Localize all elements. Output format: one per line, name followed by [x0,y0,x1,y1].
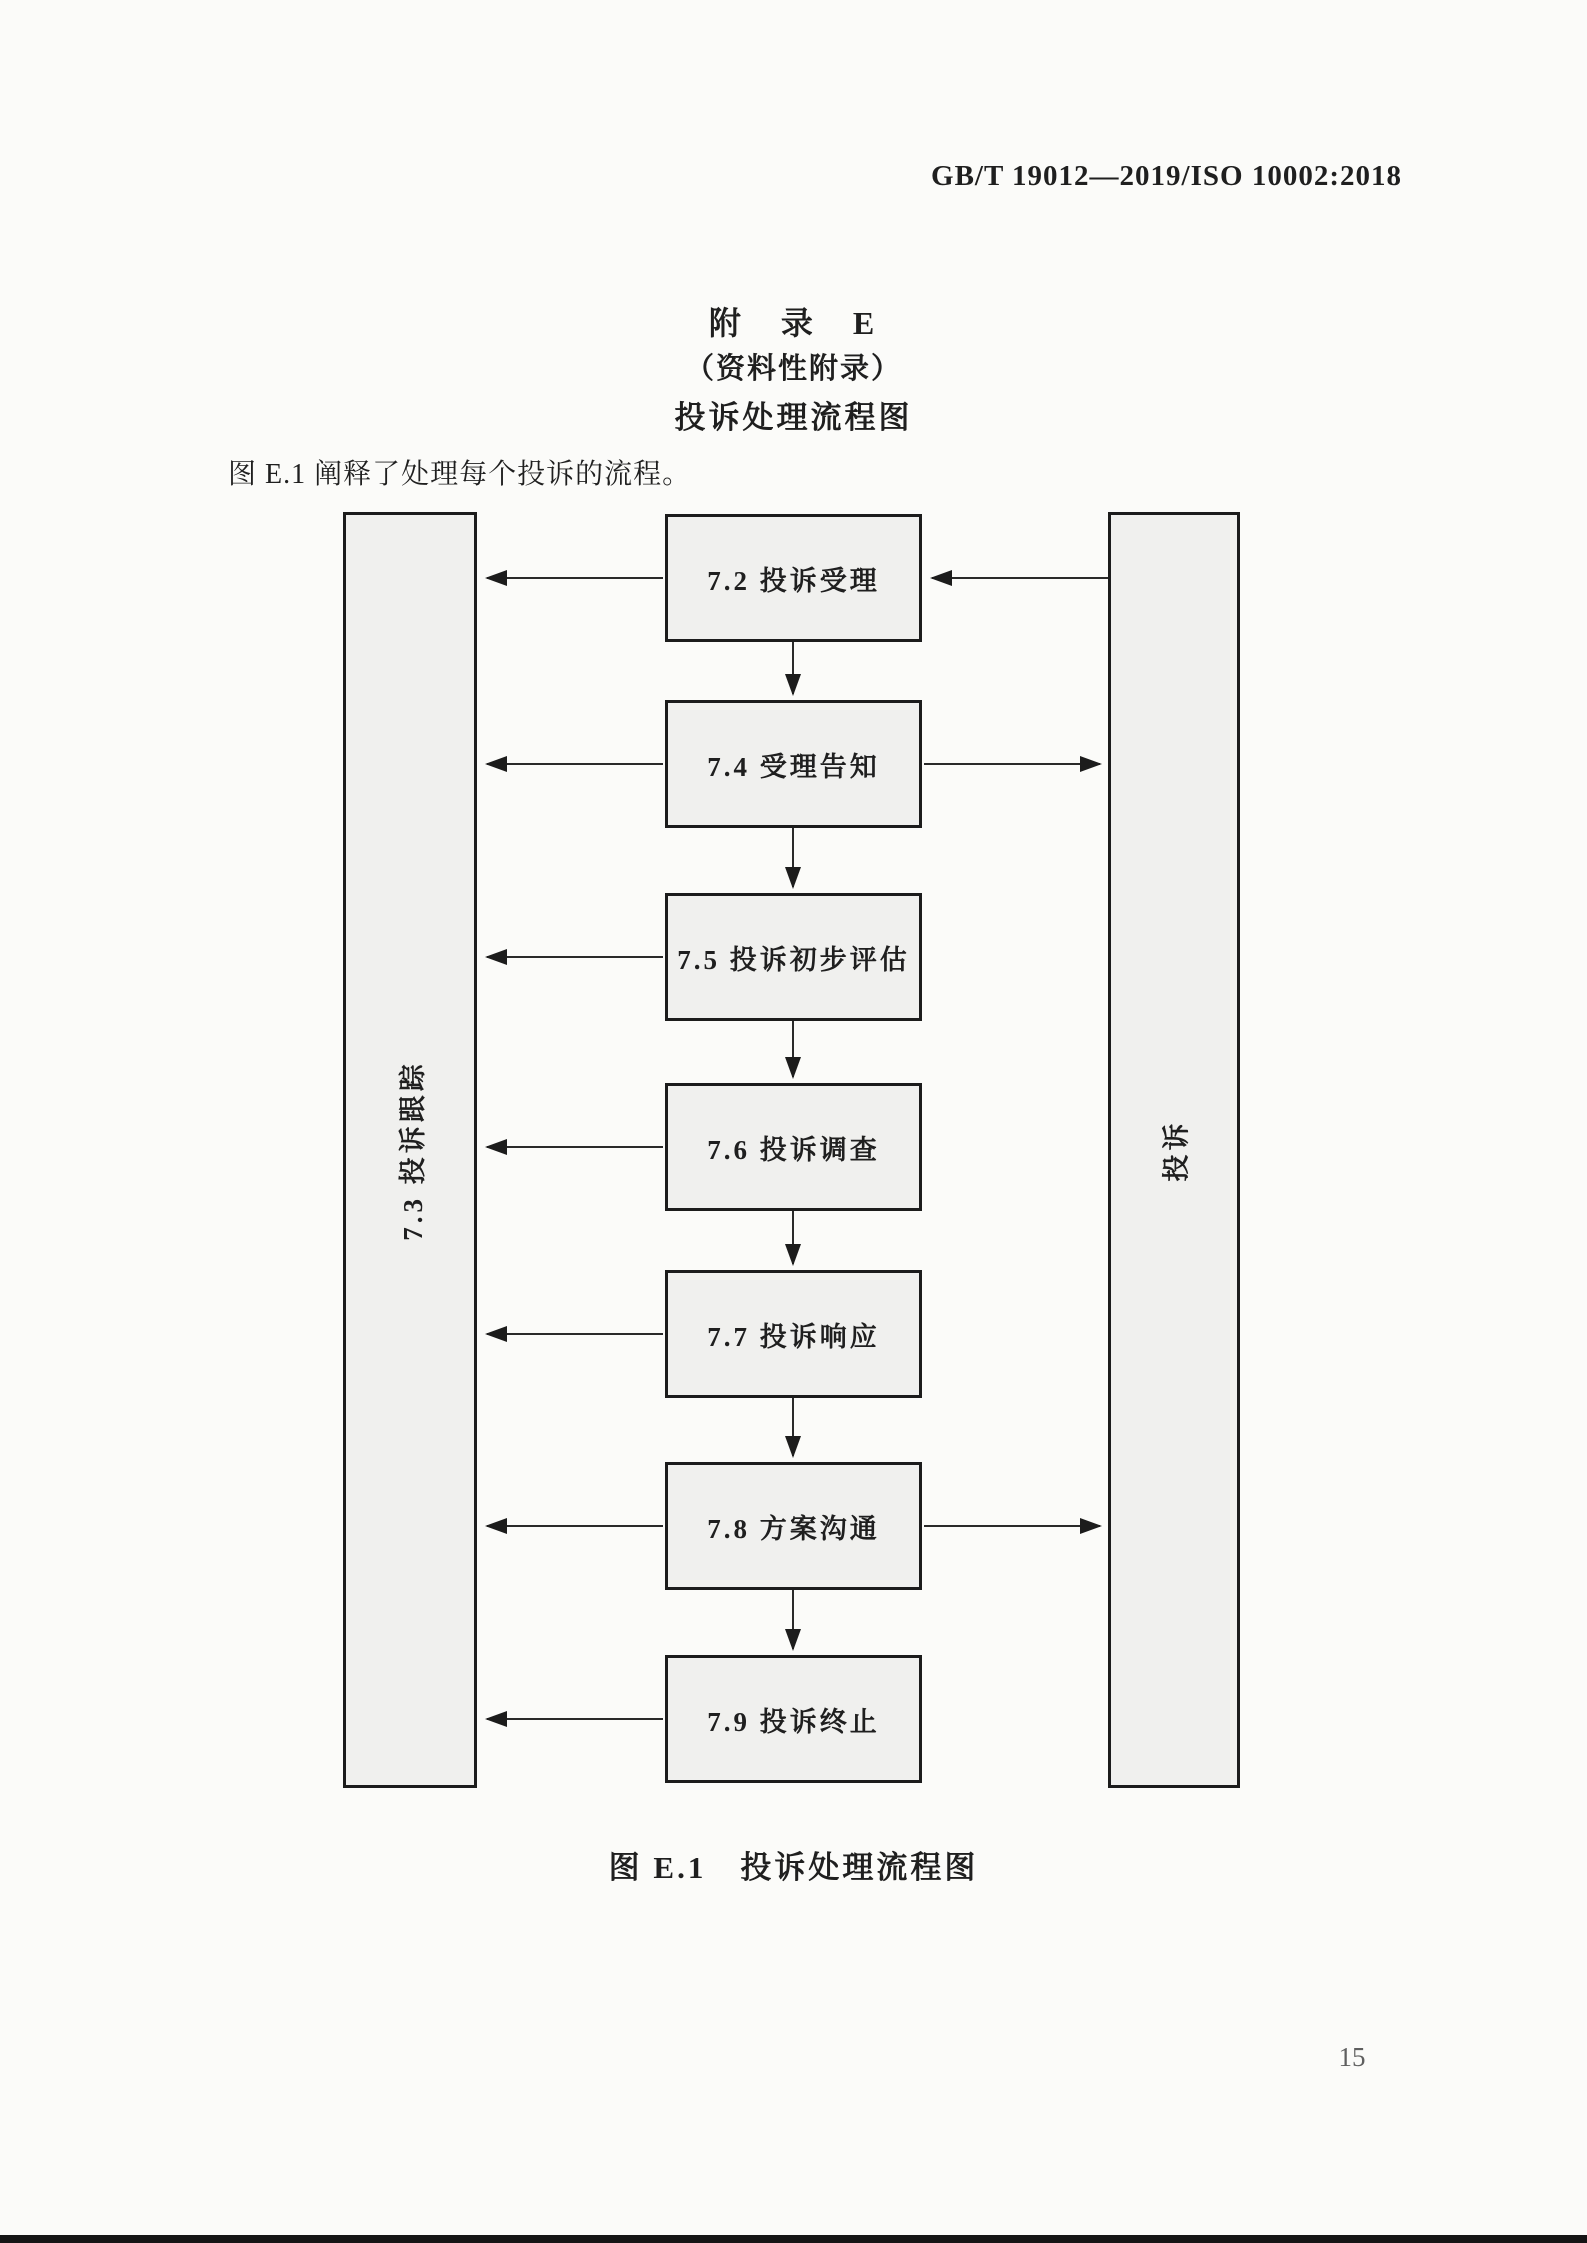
appendix-subtitle: （资料性附录） [684,353,902,385]
track-label: 投诉 [1161,1119,1192,1181]
flowchart-track-complaint [1108,512,1240,1788]
step-label: 7.8 方案沟通 [707,1513,880,1544]
flowchart-step-7-4-acknowledgement [665,700,922,828]
step-label: 7.6 投诉调查 [707,1134,880,1165]
flowchart-step-7-8-communication [665,1462,922,1590]
page-number: 15 [1338,2042,1366,2072]
appendix-title: 附 录 E [708,305,879,341]
flowchart-step-7-5-initial-assessment [665,893,922,1021]
flowchart-step-7-2-receipt [665,514,922,642]
step-label: 7.5 投诉初步评估 [677,944,910,975]
scan-edge-artifact [0,2235,1587,2243]
standard-number: GB/T 19012—2019/ISO 10002:2018 [931,160,1402,192]
track-label: 7.3 投诉跟踪 [397,1059,428,1241]
step-label: 7.2 投诉受理 [707,565,880,596]
intro-text: 图 E.1 阐释了处理每个投诉的流程。 [228,459,692,490]
step-label: 7.4 受理告知 [707,751,880,782]
step-label: 7.7 投诉响应 [707,1321,880,1352]
flowchart-step-7-7-response [665,1270,922,1398]
appendix-heading: 投诉处理流程图 [674,400,913,435]
flowchart-step-7-9-closure [665,1655,922,1783]
flowchart-step-7-6-investigation [665,1083,922,1211]
step-label: 7.9 投诉终止 [707,1706,880,1737]
flowchart-track-complaint-follow-up [343,512,477,1788]
figure-caption: 图 E.1 投诉处理流程图 [608,1850,979,1885]
